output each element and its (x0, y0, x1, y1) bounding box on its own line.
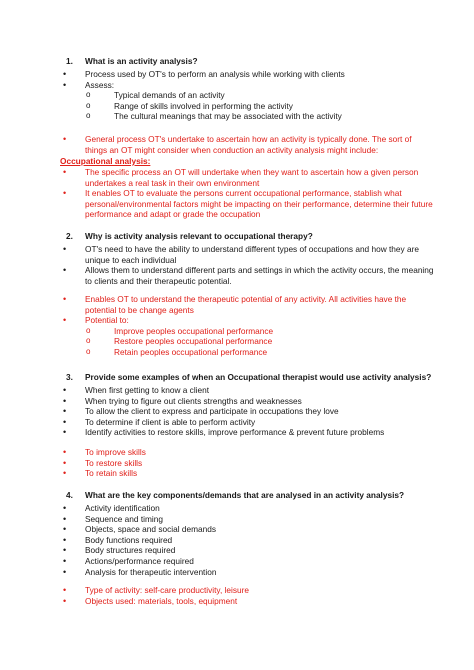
sub-bullet-item: o Retain peoples occupational performance (86, 346, 268, 357)
bullet-item: • Type of activity: self-care productivity, leisure (63, 585, 250, 595)
bullet-dot-icon: • (63, 315, 67, 326)
bullet-item: • To allow the client to express and participate in occupations they love (63, 406, 339, 417)
sub-bullet-item: o Typical demands of an activity (86, 90, 225, 101)
bullet-item: • Objects, space and social demands (63, 524, 216, 535)
question-number: 3. (66, 372, 73, 382)
question-number: 4. (66, 490, 73, 500)
question-heading (0, 56, 474, 67)
question-heading (0, 231, 474, 242)
circle-bullet-icon: o (86, 336, 91, 346)
bullet-item: • Objects used: materials, tools, equipment (63, 595, 238, 606)
bullet-dot-icon: • (63, 395, 67, 406)
bullet-dot-icon: • (63, 595, 67, 606)
bullet-dot-icon: • (63, 457, 67, 468)
circle-bullet-icon: o (86, 100, 91, 110)
bullet-dot-icon: • (63, 385, 67, 395)
question-title: What is an activity analysis? (85, 56, 198, 66)
section-q3 (0, 372, 474, 438)
bullet-dot-icon: • (63, 265, 67, 276)
bullet-dot-icon: • (63, 555, 67, 566)
bullet-item: • To determine if client is able to perform activity (63, 416, 256, 427)
bullet-dot-icon: • (63, 416, 67, 427)
occupational-analysis-heading: Occupational analysis: (60, 156, 151, 166)
bullet-dot-icon: • (63, 79, 67, 90)
question-number: 2. (66, 231, 73, 241)
bullet-item: • Sequence and timing (63, 513, 163, 524)
bullet-item: • To restore skills (63, 457, 143, 468)
bullet-item: • Potential to: (63, 315, 129, 326)
bullet-item: • To retain skills (63, 468, 138, 479)
sub-bullet-item: o Range of skills involved in performing the activity (86, 100, 293, 111)
bullet-item: • Enables OT to understand the therapeutic potential of any activity. All activities have the potential to be change agents (63, 294, 407, 315)
section-q2 (0, 231, 474, 286)
circle-bullet-icon: o (86, 346, 91, 356)
question-heading (0, 490, 474, 501)
circle-bullet-icon: o (86, 90, 91, 100)
bullet-dot-icon: • (63, 134, 67, 144)
bullet-item: • Body functions required (63, 534, 173, 545)
question-number: 1. (66, 56, 73, 66)
bullet-item: • The specific process an OT will undertake when they want to ascertain how a given person undertakes a real task in their own environment (63, 167, 419, 188)
bullet-item: • Allows them to understand different parts and settings in which the activity occurs, the meaning to clients and their therapeutic potential. (63, 265, 434, 286)
bullet-dot-icon: • (63, 468, 67, 479)
section-q4-red (0, 585, 474, 606)
bullet-item: • Activity identification (63, 503, 160, 513)
section-q1 (0, 56, 474, 122)
question-title: What are the key components/demands that are analysed in an activity analysis? (85, 490, 405, 500)
bullet-dot-icon: • (63, 585, 67, 595)
bullet-dot-icon: • (63, 545, 67, 556)
section-q1-red (0, 134, 474, 155)
bullet-dot-icon: • (63, 534, 67, 545)
bullet-item: • Body structures required (63, 545, 176, 556)
circle-bullet-icon: o (86, 325, 91, 335)
sub-bullet-item: o Improve peoples occupational performance (86, 325, 274, 336)
bullet-dot-icon: • (63, 524, 67, 535)
bullet-item: • Actions/performance required (63, 555, 194, 566)
bullet-item: • General process OT's undertake to ascertain how an activity is typically done. The sort of things an OT might consider when conduction an activity analysis might include: (63, 134, 412, 155)
bullet-dot-icon: • (63, 294, 67, 304)
question-heading (0, 372, 474, 383)
sub-bullet-item: o The cultural meanings that may be associated with the activity (86, 111, 342, 122)
bullet-item: • When trying to figure out clients strengths and weaknesses (63, 395, 302, 406)
section-q4 (0, 490, 474, 577)
bullet-dot-icon: • (63, 427, 67, 438)
circle-bullet-icon: o (86, 111, 91, 121)
bullet-item: • When first getting to know a client (63, 385, 210, 395)
bullet-item: • It enables OT to evaluate the persons current occupational performance, stablish what personal/environmental factors might be impacting on their performance, determine their future performance and adapt or grade the occupation (63, 188, 433, 220)
bullet-dot-icon: • (63, 188, 67, 199)
section-q2-red (0, 294, 474, 358)
bullet-dot-icon: • (63, 69, 67, 79)
bullet-item: • OT's need to have the ability to understand different types of occupations and how they are unique to each individual (63, 244, 419, 265)
occupational-analysis-section (0, 156, 474, 220)
bullet-dot-icon: • (63, 406, 67, 417)
bullet-dot-icon: • (63, 447, 67, 457)
section-q3-red (0, 447, 474, 479)
bullet-item: • Assess: (63, 79, 115, 90)
bullet-dot-icon: • (63, 244, 67, 254)
bullet-item: • Identify activities to restore skills, improve performance & prevent future problems (63, 427, 385, 438)
bullet-item: • To improve skills (63, 447, 146, 457)
sub-bullet-item: o Restore peoples occupational performance (86, 336, 273, 347)
bullet-item: • Analysis for therapeutic intervention (63, 566, 217, 577)
question-title: Provide some examples of when an Occupational therapist would use activity analysis? (85, 372, 432, 382)
bullet-dot-icon: • (63, 513, 67, 524)
question-title: Why is activity analysis relevant to occupational therapy? (85, 231, 313, 241)
bullet-dot-icon: • (63, 167, 67, 177)
bullet-dot-icon: • (63, 503, 67, 513)
bullet-item: • Process used by OT's to perform an analysis while working with clients (63, 69, 345, 79)
bullet-dot-icon: • (63, 566, 67, 577)
